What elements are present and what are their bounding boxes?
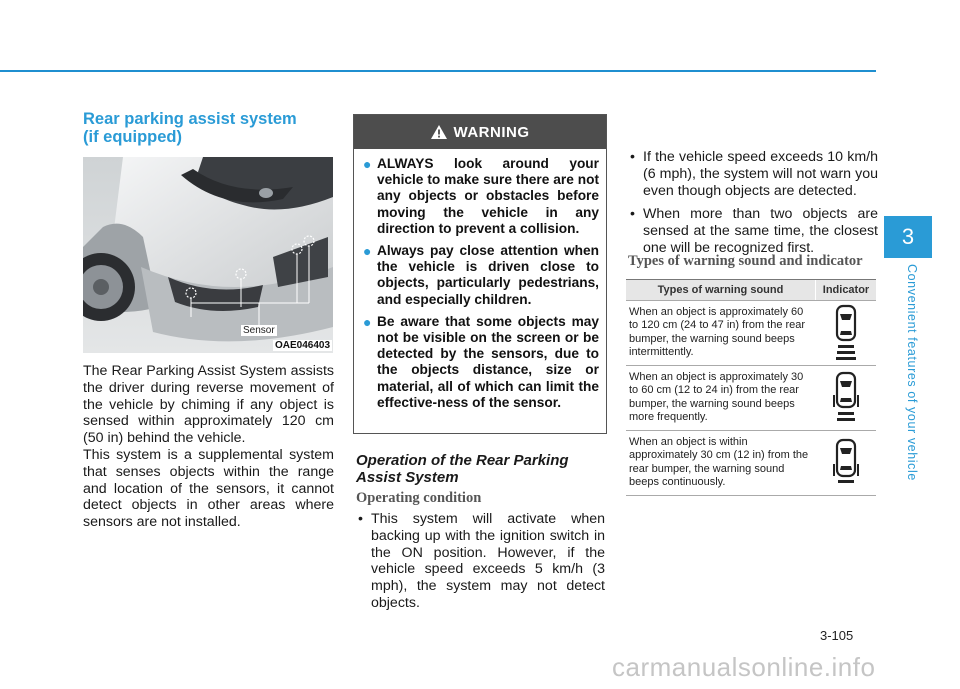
- bullet-icon: ●: [363, 156, 372, 172]
- table-cell-description: When an object is approximately 30 to 60 cm (12 to 24 in) from the rear bumper, the warning sound beeps more frequently.: [629, 371, 804, 423]
- warning-sound-table: [626, 279, 876, 496]
- table-header-sound: Types of warning sound: [626, 280, 816, 300]
- table-cell-indicator: [815, 301, 876, 365]
- page-number: 3-105: [820, 628, 854, 643]
- chapter-tab-label: [895, 264, 921, 494]
- intro-paragraph-2: This system is a supplemental system that senses objects within the range and location of the sensors, it cannot detect objects in other areas where sensors are not installed.: [83, 447, 334, 531]
- bullet-icon: ●: [363, 243, 372, 260]
- figure-code: OAE046403: [275, 340, 331, 351]
- table-row: [626, 431, 876, 496]
- section-title-line1: Rear parking assist system: [83, 110, 297, 128]
- warning-triangle-icon: [431, 125, 447, 139]
- list-item: [356, 511, 605, 612]
- warning-list: [363, 156, 599, 417]
- table-header-indicator: Indicator: [822, 284, 870, 296]
- car-indicator-near-icon: [831, 434, 861, 492]
- rear-bumper-photo: [83, 157, 333, 353]
- table-cell-description: When an object is within approximately 30 cm (12 in) from the rear bumper, the warning sound beeps continuously.: [629, 436, 809, 488]
- warning-header: [354, 115, 606, 149]
- warning-item: [363, 314, 599, 411]
- warning-box: [353, 114, 607, 434]
- warning-item-text: Be aware that some objects may not be visible on the screen or be detected by the sensors, due to the objects distance, size or material, all of which can limit the effective-ness of the sensor.: [377, 313, 599, 410]
- bullet-icon: ●: [363, 313, 372, 330]
- table-title: Types of warning sound and indicator: [628, 253, 863, 269]
- warning-item-text: ALWAYS look around your vehicle to make sure there are not any objects or obstacles before moving the vehicle in any direction to prevent a collision.: [377, 156, 599, 236]
- table-row: [626, 366, 876, 431]
- section-title: [83, 110, 333, 146]
- operation-bullets-middle: [356, 511, 605, 612]
- sensor-label: Sensor: [243, 325, 275, 336]
- list-item-text: If the vehicle speed exceeds 10 km/h (6 mph), the system will not warn you even though objects are detected.: [643, 149, 878, 199]
- header-rule: [0, 70, 876, 72]
- table-cell-indicator: [815, 366, 876, 430]
- warning-item-text: Always pay close attention when the vehicle is driven close to objects, particularly pedestrians, and especially children.: [377, 243, 599, 307]
- warning-item: [363, 156, 599, 237]
- list-item-text: This system will activate when backing up with the ignition switch in the ON position. However, if the vehicle speed exceeds 5 km/h (3 mph), the system may not detect objects.: [371, 511, 605, 611]
- section-title-line2: (if equipped): [83, 128, 182, 146]
- watermark: carmanualsonline.info: [612, 652, 876, 682]
- list-item-text: When more than two objects are sensed at the same time, the closest one will be recognized first.: [643, 206, 878, 256]
- operation-heading: Operation of the Rear Parking Assist System: [356, 452, 569, 486]
- operating-condition-heading: Operating condition: [356, 490, 482, 506]
- warning-item: [363, 243, 599, 308]
- table-cell-indicator: [815, 431, 876, 495]
- bullet-icon: •: [358, 511, 363, 527]
- operation-bullets-right: [628, 149, 878, 264]
- chapter-tab: 3: [884, 216, 932, 258]
- bullet-icon: •: [630, 206, 635, 223]
- intro-paragraph-1: The Rear Parking Assist System assists the driver during reverse movement of the vehicle by chiming if any object is sensed within approximately 120 cm (50 in) behind the vehicle.: [83, 363, 334, 447]
- car-indicator-mid-icon: [831, 369, 861, 427]
- table-header-row: [626, 280, 876, 301]
- bullet-icon: •: [630, 149, 635, 165]
- list-item: [628, 149, 878, 199]
- car-rear-illustration: [83, 157, 333, 353]
- table-row: [626, 301, 876, 366]
- warning-heading: WARNING: [453, 123, 530, 141]
- chapter-tab-label-text: Convenient features of your vehicle: [905, 264, 919, 481]
- table-cell-description: When an object is approximately 60 to 120 cm (24 to 47 in) from the rear bumper, the warning sound beeps intermittently.: [629, 306, 806, 358]
- car-indicator-far-icon: [831, 304, 861, 362]
- list-item: [628, 206, 878, 256]
